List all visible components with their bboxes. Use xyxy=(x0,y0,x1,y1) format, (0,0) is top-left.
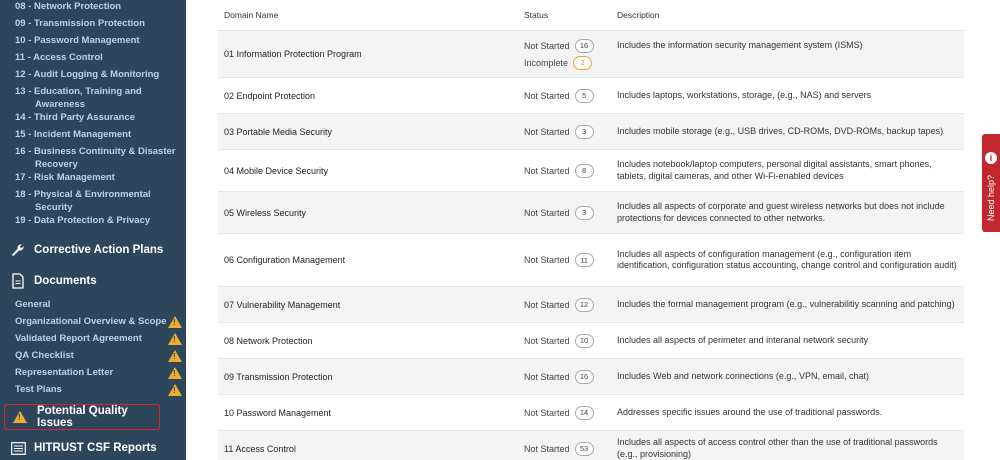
documents-label: Documents xyxy=(34,275,97,287)
sidebar-domain-item-label: Recovery xyxy=(35,159,78,170)
report-list-icon xyxy=(10,440,26,456)
description-cell: Includes notebook/laptop computers, personal digital assistants, smart phones, tablets, digital cameras, and other Wi-Fi-enabled devices xyxy=(617,159,932,181)
table-row[interactable] xyxy=(218,431,964,460)
sidebar-domain-item[interactable] xyxy=(0,126,186,143)
sidebar-domain-item[interactable] xyxy=(0,0,186,15)
potential-quality-issues-label: Potential Quality Issues xyxy=(37,405,128,429)
domain-name-cell[interactable]: 07 Vulnerability Management xyxy=(224,299,341,310)
table-row[interactable] xyxy=(218,234,964,287)
status-line xyxy=(524,87,611,104)
table-row[interactable] xyxy=(218,192,964,234)
info-icon: i xyxy=(985,152,997,164)
table-row[interactable] xyxy=(218,78,964,114)
status-cell xyxy=(518,192,611,233)
warning-icon xyxy=(168,384,182,396)
sidebar-domain-item-label: 16 - Business Continuity & Disaster xyxy=(15,146,176,157)
description-cell: Includes Web and network connections (e.g., VPN, email, chat) xyxy=(617,370,869,381)
status-line xyxy=(524,162,611,179)
description-cell: Includes all aspects of corporate and guest wireless networks but does not include protections for devices connected to other networks. xyxy=(617,201,945,223)
status-count-badge: 5 xyxy=(575,89,594,103)
document-item-label: Test Plans xyxy=(15,384,62,395)
status-label: Incomplete xyxy=(524,57,569,68)
status-line xyxy=(524,332,611,349)
sidebar-domain-item-label: 13 - Education, Training and xyxy=(15,86,142,97)
warning-icon xyxy=(168,316,182,328)
status-label: Not Started xyxy=(524,207,570,218)
sidebar-domain-item-label: 08 - Network Protection xyxy=(15,1,122,12)
description-cell: Includes laptops, workstations, storage, (e.g., NAS) and servers xyxy=(617,89,872,100)
status-count-badge: 2 xyxy=(573,56,592,70)
status-cell xyxy=(518,234,611,286)
description-cell: Includes all aspects of access control other than the use of traditional passwords (e.g., provisioning) xyxy=(617,437,938,459)
status-line xyxy=(524,37,611,54)
description-header: Description xyxy=(617,10,660,20)
table-row[interactable] xyxy=(218,323,964,359)
status-line xyxy=(524,54,611,71)
document-item[interactable] xyxy=(0,330,186,347)
status-label: Not Started xyxy=(524,299,570,310)
table-row[interactable] xyxy=(218,395,964,431)
status-count-badge: 11 xyxy=(575,253,594,267)
status-label: Not Started xyxy=(524,371,570,382)
sidebar-domain-item[interactable] xyxy=(0,143,186,169)
sidebar-domain-item-label: 19 - Data Protection & Privacy xyxy=(15,215,151,226)
status-cell xyxy=(518,150,611,191)
wrench-icon xyxy=(10,242,26,258)
document-item-label: Representation Letter xyxy=(15,367,114,378)
status-cell xyxy=(518,114,611,149)
domain-name-cell[interactable]: 10 Password Management xyxy=(224,407,332,418)
domain-table xyxy=(218,0,964,460)
sidebar-domain-list xyxy=(0,0,186,229)
potential-quality-issues-link[interactable] xyxy=(4,404,160,430)
sidebar-domain-item[interactable] xyxy=(0,109,186,126)
status-header: Status xyxy=(524,10,549,20)
corrective-action-plans-label: Corrective Action Plans xyxy=(34,244,164,256)
domain-name-header: Domain Name xyxy=(224,10,279,20)
sidebar-domain-item-label: 15 - Incident Management xyxy=(15,129,132,140)
warning-icon xyxy=(168,333,182,345)
table-body xyxy=(218,31,964,460)
document-item-label: Validated Report Agreement xyxy=(15,333,142,344)
sidebar-domain-item-label: 11 - Access Control xyxy=(15,52,103,63)
status-line xyxy=(524,404,611,421)
description-cell: Includes all aspects of configuration management (e.g., configuration item identification, configuration status accounting, change control and configuration audit) xyxy=(617,248,957,270)
sidebar-domain-item[interactable] xyxy=(0,186,186,212)
description-cell: Includes the formal management program (e.g., vulnerabilitiy scanning and patching) xyxy=(617,298,955,309)
sidebar-domain-item[interactable] xyxy=(0,15,186,32)
sidebar-domain-item[interactable] xyxy=(0,49,186,66)
document-item[interactable] xyxy=(0,364,186,381)
status-count-badge: 53 xyxy=(575,442,594,456)
status-cell xyxy=(518,78,611,113)
sidebar-domain-item-label: 09 - Transmission Protection xyxy=(15,18,145,29)
status-cell xyxy=(518,395,611,430)
document-item-label: QA Checklist xyxy=(15,350,74,361)
status-label: Not Started xyxy=(524,126,570,137)
status-cell xyxy=(518,287,611,322)
domain-name-cell[interactable]: 06 Configuration Management xyxy=(224,255,346,265)
status-line xyxy=(524,440,611,457)
status-count-badge: 10 xyxy=(575,334,594,348)
document-item-label: Organizational Overview & Scope xyxy=(15,316,167,327)
status-count-badge: 14 xyxy=(575,406,594,420)
status-label: Not Started xyxy=(524,165,570,176)
sidebar-domain-item[interactable] xyxy=(0,212,186,229)
status-label: Not Started xyxy=(524,407,570,418)
status-count-badge: 3 xyxy=(575,125,594,139)
status-count-badge: 3 xyxy=(575,206,594,220)
domain-name-cell[interactable]: 04 Mobile Device Security xyxy=(224,165,329,176)
domain-name-cell[interactable]: 02 Endpoint Protection xyxy=(224,90,316,101)
status-label: Not Started xyxy=(524,255,570,265)
table-row[interactable] xyxy=(218,31,964,78)
domain-name-cell[interactable]: 01 Information Protection Program xyxy=(224,49,362,59)
status-line xyxy=(524,252,611,269)
table-row[interactable] xyxy=(218,287,964,323)
need-help-label: Need help? xyxy=(986,174,996,221)
status-label: Not Started xyxy=(524,443,570,454)
status-label: Not Started xyxy=(524,40,570,51)
status-line xyxy=(524,204,611,221)
sidebar xyxy=(0,0,186,460)
document-icon xyxy=(10,273,26,289)
domain-name-cell[interactable]: 03 Portable Media Security xyxy=(224,126,333,137)
status-line xyxy=(524,368,611,385)
description-cell: Includes mobile storage (e.g., USB drives, CD-ROMs, DVD-ROMs, backup tapes) xyxy=(617,125,944,136)
documents-list xyxy=(0,296,186,398)
status-cell xyxy=(518,31,611,77)
status-label: Not Started xyxy=(524,335,570,346)
hitrust-reports-label: HITRUST CSF Reports xyxy=(34,442,157,454)
document-item-label: General xyxy=(15,299,51,310)
documents-link[interactable] xyxy=(0,268,186,294)
sidebar-domain-item-label: Awareness xyxy=(35,99,85,110)
table-row[interactable] xyxy=(218,150,964,192)
sidebar-domain-item[interactable] xyxy=(0,32,186,49)
status-label: Not Started xyxy=(524,90,570,101)
status-count-badge: 16 xyxy=(575,39,594,53)
sidebar-domain-item-label: 12 - Audit Logging & Monitoring xyxy=(15,69,160,80)
sidebar-domain-item-label: 17 - Risk Management xyxy=(15,172,115,183)
domain-name-cell[interactable]: 11 Access Control xyxy=(224,443,296,454)
status-cell xyxy=(518,431,611,460)
table-row[interactable] xyxy=(218,359,964,395)
domain-name-cell[interactable]: 05 Wireless Security xyxy=(224,207,307,218)
need-help-tab[interactable] xyxy=(982,134,1000,232)
warning-icon xyxy=(168,350,182,362)
document-item[interactable] xyxy=(0,381,186,398)
sidebar-domain-item[interactable] xyxy=(0,83,186,109)
sidebar-domain-item[interactable] xyxy=(0,66,186,83)
domain-name-cell[interactable]: 08 Network Protection xyxy=(224,335,313,346)
status-cell xyxy=(518,359,611,394)
sidebar-domain-item-label: Security xyxy=(35,202,73,213)
warning-icon xyxy=(13,411,27,423)
document-item[interactable] xyxy=(0,296,186,313)
description-cell: Includes the information security management system (ISMS) xyxy=(617,40,863,50)
description-cell: Addresses specific issues around the use of traditional passwords. xyxy=(617,406,883,417)
sidebar-domain-item-label: 10 - Password Management xyxy=(15,35,140,46)
corrective-action-plans-link[interactable] xyxy=(0,237,186,263)
sidebar-domain-item-label: 18 - Physical & Environmental xyxy=(15,189,151,200)
domain-name-cell[interactable]: 09 Transmission Protection xyxy=(224,371,333,382)
status-line xyxy=(524,296,611,313)
sidebar-domain-item-label: 14 - Third Party Assurance xyxy=(15,112,136,123)
document-item[interactable] xyxy=(0,347,186,364)
status-cell xyxy=(518,323,611,358)
table-row[interactable] xyxy=(218,114,964,150)
table-header xyxy=(218,0,964,31)
status-line xyxy=(524,123,611,140)
status-count-badge: 12 xyxy=(575,298,594,312)
description-cell: Includes all aspects of perimeter and interanal network security xyxy=(617,334,869,345)
document-item[interactable] xyxy=(0,313,186,330)
hitrust-reports-link[interactable] xyxy=(0,438,157,458)
warning-icon xyxy=(168,367,182,379)
status-count-badge: 8 xyxy=(575,164,594,178)
status-count-badge: 16 xyxy=(575,370,594,384)
sidebar-domain-item[interactable] xyxy=(0,169,186,186)
